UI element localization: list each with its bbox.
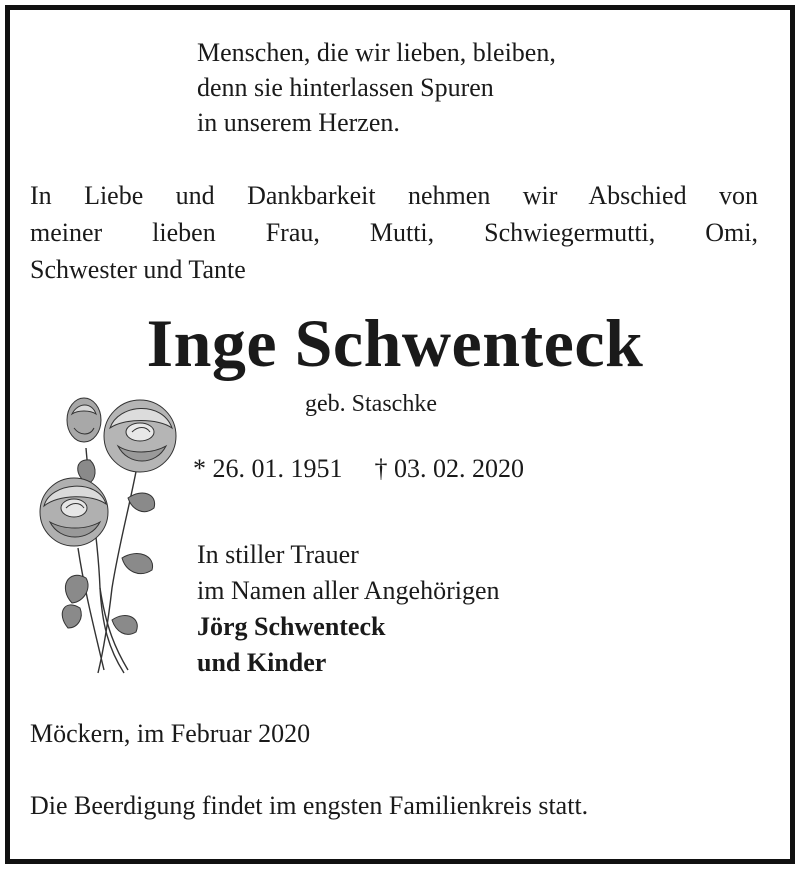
mourner-name: Jörg Schwenteck xyxy=(197,612,386,641)
intro-line: In Liebe und Dankbarkeit nehmen wir Abschied von xyxy=(30,181,758,210)
life-dates xyxy=(193,452,524,486)
mourners-line: In stiller Trauer xyxy=(197,540,359,569)
poem-line: Menschen, die wir lieben, bleiben, xyxy=(197,38,556,67)
intro-text xyxy=(30,177,758,288)
death-date: † 03. 02. 2020 xyxy=(374,454,524,483)
poem-line: denn sie hinterlassen Spuren xyxy=(197,73,494,102)
place-date: Möckern, im Februar 2020 xyxy=(30,719,311,748)
intro-line: meiner lieben Frau, Mutti, Schwiegermutti, Omi, xyxy=(30,218,758,247)
mourners-line: im Namen aller Angehörigen xyxy=(197,576,500,605)
deceased-name: Inge Schwenteck xyxy=(146,305,644,381)
poem-line: in unserem Herzen. xyxy=(197,108,400,137)
intro-line: Schwester und Tante xyxy=(30,255,246,284)
maiden-name: geb. Staschke xyxy=(305,391,437,417)
roses-icon xyxy=(28,388,188,678)
mourners-block xyxy=(197,537,500,681)
funeral-note: Die Beerdigung findet im engsten Familienkreis statt. xyxy=(30,791,589,820)
poem xyxy=(197,35,556,140)
birth-date: * 26. 01. 1951 xyxy=(193,454,343,483)
mourner-name: und Kinder xyxy=(197,648,327,677)
